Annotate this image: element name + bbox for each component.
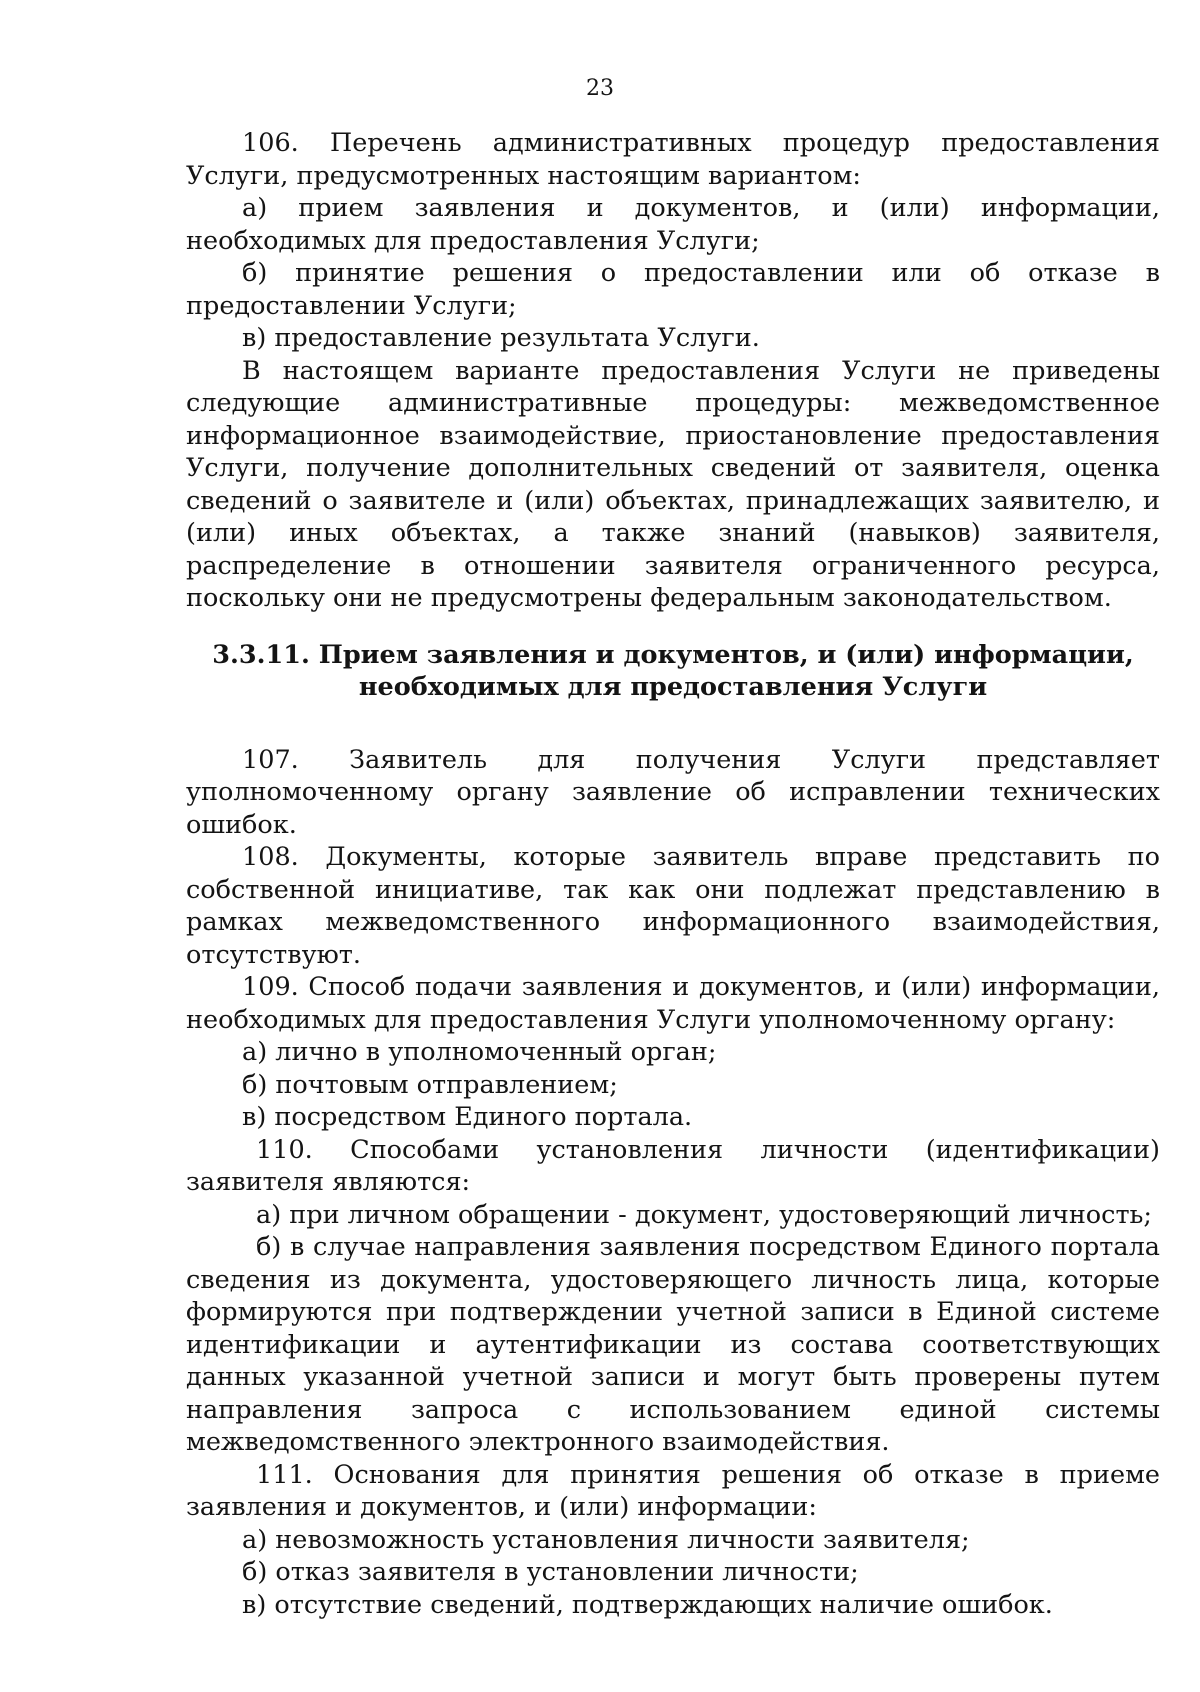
paragraph-108: 108. Документы, которые заявитель вправе представить по собственной инициативе, так как они подлежат представлению в рамках межведомственного информационного взаимодействия, отсутствуют. (186, 842, 1160, 970)
list-item-106v: в) предоставление результата Услуги. (242, 323, 760, 353)
paragraph-109: 109. Способ подачи заявления и документов, и (или) информации, необходимых для предоставления Услуги уполномоченному органу: (186, 972, 1160, 1035)
list-item-106a: а) прием заявления и документов, и (или) информации, необходимых для предоставления Услуги; (186, 193, 1160, 256)
paragraph-106: 106. Перечень административных процедур предоставления Услуги, предусмотренных настоящим вариантом: (186, 128, 1160, 191)
list-item-106b: б) принятие решения о предоставлении или об отказе в предоставлении Услуги; (186, 258, 1160, 321)
list-item-109b: б) почтовым отправлением; (242, 1069, 618, 1100)
list-item-111v: в) отсутствие сведений, подтверждающих наличие ошибок. (242, 1589, 1053, 1620)
paragraph-106-note: В настоящем варианте предоставления Услуги не приведены следующие административные процедуры: межведомственное информационное взаимодействие, приостановление предоставления Услуги, получение дополнительных сведений от заявителя, оценка сведений о заявителе и (или) объектах, принадлежащих заявителю, и (или) иных объектах, а также знаний (навыков) заявителя, распределение в отношении заявителя ограниченного ресурса, поскольку они не предусмотрены федеральным законодательством. (186, 355, 1160, 613)
paragraph-111: 111. Основания для принятия решения об отказе в приеме заявления и документов, и (или) информации: (186, 1459, 1160, 1522)
page-number: 23 (586, 76, 614, 101)
list-item-111b: б) отказ заявителя в установлении личности; (242, 1557, 859, 1587)
paragraph-110: 110. Способами установления личности (идентификации) заявителя являются: (186, 1134, 1160, 1197)
spacer (186, 704, 1160, 744)
list-item-110b: б) в случае направления заявления посредством Единого портала сведения из документа, удостоверяющего личность лица, которые формируются при подтверждении учетной записи в Единой системе идентификации и аутентификации из состава соответствующих данных указанной учетной записи и могут быть проверены путем направления запроса с использованием единой системы межведомственного электронного взаимодействия. (186, 1232, 1160, 1457)
list-item-109a: а) лично в уполномоченный орган; (242, 1037, 717, 1067)
section-heading-line-1: 3.3.11. Прием заявления и документов, и (или) информации, (212, 639, 1134, 670)
paragraph-107: 107. Заявитель для получения Услуги представляет уполномоченному органу заявление об исправлении технических ошибок. (186, 744, 1160, 840)
list-item-110a: а) при личном обращении - документ, удостоверяющий личность; (256, 1199, 1153, 1230)
list-item-109v: в) посредством Единого портала. (242, 1102, 693, 1132)
spacer (186, 615, 1160, 639)
section-heading-line-2: необходимых для предоставления Услуги (358, 672, 988, 702)
document-body (186, 127, 1160, 1621)
list-item-111a: а) невозможность установления личности заявителя; (242, 1524, 970, 1555)
